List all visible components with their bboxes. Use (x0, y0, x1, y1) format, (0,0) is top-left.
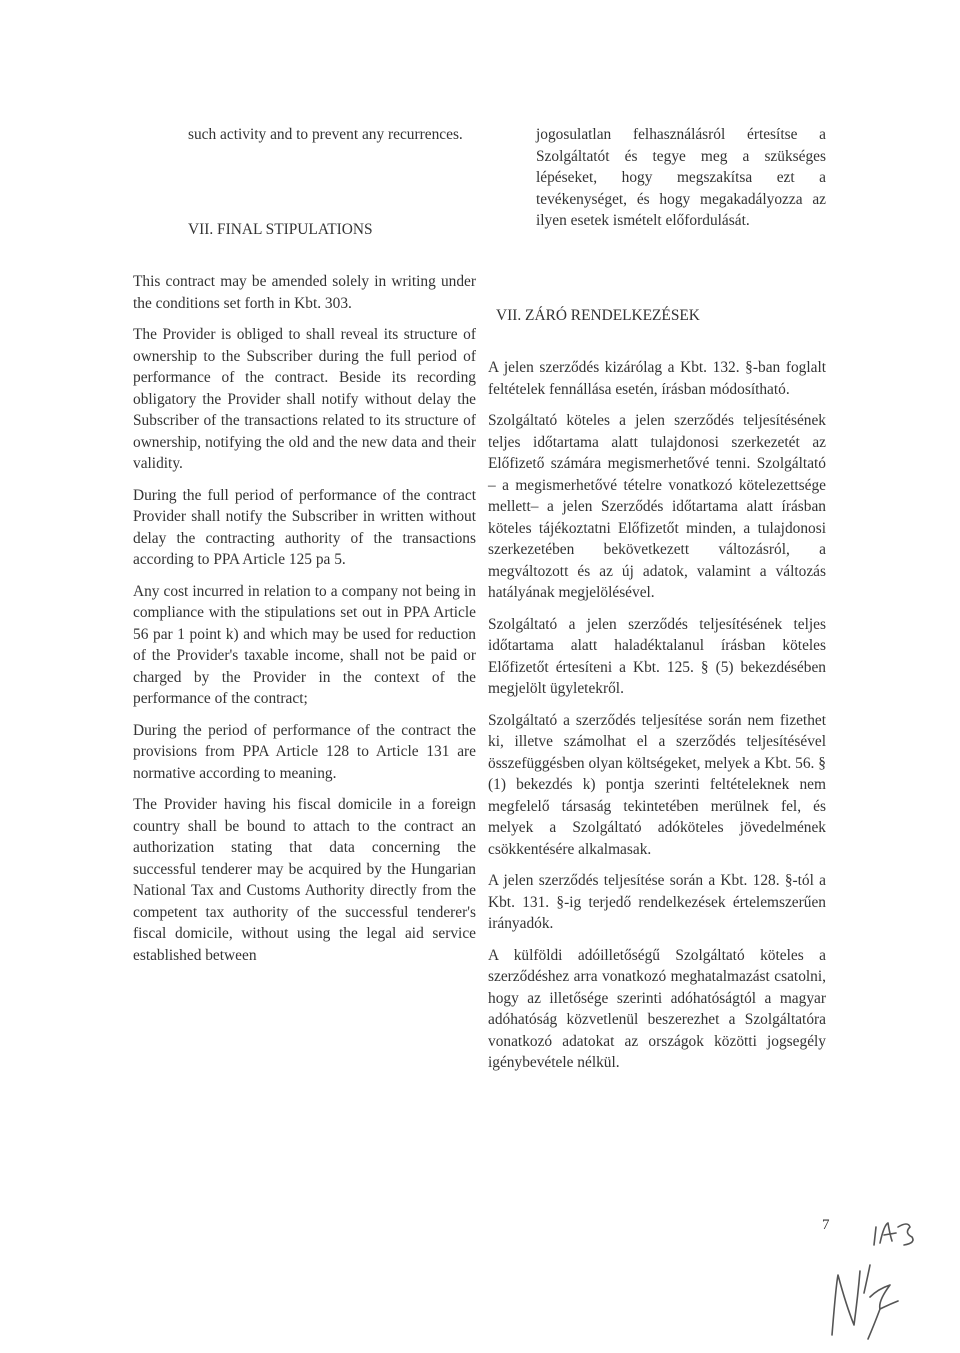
handwritten-initials-signature (818, 1205, 928, 1345)
hungarian-paragraph: Szolgáltató köteles a jelen szerződés teljesítésének teljes időtartama alatt tulajdonosi szerkezetét az Előfizető számára megismerhetővé tenni. Szolgáltató – a megismerhetővé tételre vonatkozó kötelezettsége mellett– a jelen Szerződés időtartama alatt írásban köteles tájékoztatni Előfizetőt minden, a tulajdonosi szerkezetében bekövetkezett változásról, a megváltozott és az új adatok, valamint a változás hatályának megjelölésével. (488, 412, 826, 601)
hungarian-intro-text: jogosulatlan felhasználásról értesítse a Szolgáltatót és tegye meg a szükséges lépéseket, hogy megszakítsa ezt a tevékenységet, és hogy megakadályozza az ilyen esetek ismételt előfordulását. (536, 126, 826, 229)
hungarian-paragraph: Szolgáltató a jelen szerződés teljesítésének teljes időtartama alatt haladéktalanul írásban köteles Előfizetőt értesíteni a Kbt. 125. § (5) bekezdésében megjelölt ügyletekről. (488, 615, 826, 697)
english-paragraph: This contract may be amended solely in writing under the conditions set forth in Kbt. 303. (133, 273, 476, 312)
hungarian-paragraph: A külföldi adóilletőségű Szolgáltató köteles a szerződéshez arra vonatkozó meghatalmazást csatolni, hogy az illetősége szerinti adóhatóságtól a magyar adóhatóság közvetlenül beszerezhet a Szolgáltatóra vonatkozó adatokat az országok közötti jogsegély igénybevétele nélkül. (488, 946, 826, 1071)
english-column (133, 124, 476, 976)
english-section-heading: VII. FINAL STIPULATIONS (188, 220, 373, 238)
english-paragraph: The Provider is obliged to shall reveal its structure of ownership to the Subscriber during the full period of performance of the contract. Beside its recording obligatory the Provider shall notify without delay the Subscriber of the transactions related to its structure of ownership, notifying the old and the new data and their validity. (133, 326, 476, 472)
english-paragraph: During the period of performance of the contract the provisions from PPA Article 128 to Article 131 are normative according to meaning. (133, 721, 476, 782)
english-intro-text: such activity and to prevent any recurrences. (188, 126, 463, 143)
hungarian-section-heading: VII. ZÁRÓ RENDELKEZÉSEK (496, 306, 700, 324)
english-paragraph: Any cost incurred in relation to a company not being in compliance with the stipulations set out in PPA Article 56 par 1 point k) and which may be used for reduction of the Provider's taxable income, shall not be paid or charged by the Provider in the context of the performance of the contract; (133, 582, 476, 707)
english-paragraph: During the full period of performance of the contract Provider shall notify the Subscriber in written without delay the contracting authority of the transactions according to PPA Article 125 pa 5. (133, 486, 476, 568)
hungarian-paragraph: A jelen szerződés teljesítése során a Kbt. 128. §-tól a Kbt. 131. §-ig terjedő rendelkezések értelemszerűen irányadók. (488, 872, 826, 932)
page-number: 7 (822, 1217, 830, 1233)
hungarian-paragraph: Szolgáltató a szerződés teljesítése során nem fizethet ki, illetve számolhat el a szerződés teljesítésével összefüggésben olyan költségeket, melyek a Kbt. 56. § (1) bekezdés k) pontja szerinti feltételeknek nem megfelelő társaság tekintetében merülnek fel, és melyek a Szolgáltató adóköteles jövedelmének csökkentésére alkalmasak. (488, 711, 826, 858)
hungarian-paragraph: A jelen szerződés kizárólag a Kbt. 132. §-ban foglalt feltételek fennállása esetén, írásban módosítható. (488, 359, 826, 398)
hungarian-column (488, 124, 826, 1084)
english-paragraph: The Provider having his fiscal domicile in a foreign country shall be bound to attach to the contract an authorization stating that data concerning the successful tenderer may be acquired by the Hungarian National Tax and Customs Authority directly from the competent tax authority of the successful tenderer's fiscal domicile, without using the legal aid service established between (133, 796, 476, 964)
